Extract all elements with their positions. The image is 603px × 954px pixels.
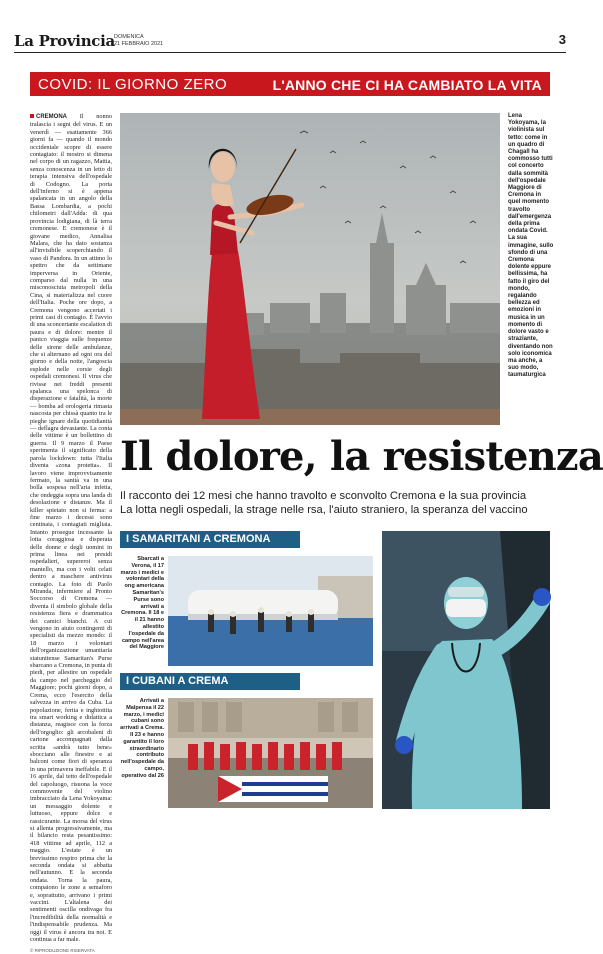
photo-nurse	[382, 531, 550, 809]
newspaper-logo: La Provincia	[14, 32, 115, 50]
section-tag-samaritans: I SAMARITANI A CREMONA	[120, 531, 300, 548]
article-body	[30, 113, 112, 953]
photo-field-hospital-art	[168, 556, 373, 666]
caption-cubans: Arrivati a Malpensa il 22 marzo, i medici cubani sono arrivati a Crema. Il 23 e hanno garantito il loro straordinario contributo nell'ospedale da campo, operativo dal 26	[120, 698, 164, 779]
section-banner	[30, 72, 550, 96]
red-square-icon	[30, 114, 34, 118]
photo-violinist-art	[120, 113, 500, 425]
photo-field-hospital	[168, 556, 373, 666]
photo-cuban-doctors-art	[168, 698, 373, 808]
subhead-line-2: La lotta negli ospedali, la strage nelle rsa, l'aiuto straniero, la speranza del vaccino	[120, 504, 528, 516]
page-number: 3	[558, 32, 566, 47]
section-tag-cubans: I CUBANI A CREMA	[120, 673, 300, 690]
article-paragraph	[30, 113, 112, 944]
caption-samaritans: Sbarcati a Verona, il 17 marzo i medici e volontari della ong americana Samaritan's Purse sono arrivati a Cremona. Il 18 e il 21 hanno allestito l'ospedale da campo nell'area del Maggiore	[120, 556, 164, 651]
article-text: Il nonno tralascia i segni del virus. E un venerdì — esattamente 366 giorni fa — quando il mondo occidentale scopre di essere contagiato: il mostro si dimena nel corpo di un ragazzo, Mattia, senza conoscenza in un letto di terapia intensiva dell'ospedale di Codogno. La porta dell'inferno si è appena spalancata in un angolo della Bassa Lombardia, a pochi chilometri dall'Adda: di qua provincia lodigiana, di là terra cremonese. E cremonese è il giovane medico, Annalisa Malara, che ha dato sostanza all'invisibile scoperchiando il vaso di Pandora. In un attimo lo spettro che da settimane imperversa in Oriente, comparso dal nulla in una misconosciuta metropoli della Cina, si materializza nel cuore dell'Italia. Poche ore dopo, a Cremona vengono accertati i primi casi di contagio. È l'avvio di una sconcertante escalation di paura e di dolore: mentre il panico viaggia sulle frequenze delle sirene delle ambulanze, che si alternano ad ogni ora del giorno e della notte, l'angoscia esplode nelle corsie degli ospedali cremonesi. Il virus che rivisse nei freddi presenti spalanca una spelonca di disperazione e fatalità, la morte — bomba ad orologeria rimasta nascosta per chissà quanto tra le pieghe ignare della quotidianità — deflagra devastante. La conta delle vittime è un bollettino di guerra. Il 9 marzo il Paese sperimenta il significato della parola lockdown: tutta l'Italia diventa «zona protetta». Il lavoro viene improvvisamente fermato, la sanità va in una bolla sospesa nell'aria infetta, che ondeggia sopra una landa di desolazione e distanze. Ma il killer spietato non si ferma: a fine marzo i decessi sono centinaia, i contagiati migliaia. Intanto prosegue incessante la lotta coraggiosa e disperata delle donne e degli uomini in prima linea nei presidi ospedalieri, supereroi senza mantello, ma con i volti celati dentro a maschere antivirus contagio. La foto di Paolo Miranda, infermiere al Pronto Soccorso di Cremona — diventa il simbolo globale della resistenza fiera e drammatica dei camici bianchi. A cui vengono in aiuto contingenti di specialisti da mezzo mondo: il 18 marzo i volontari dell'organizzazione umanitaria statunitense Samaritan's Purse sbarcano a Cremona, in punta di piedi, per allestire un ospedale da campo nel parcheggio del Maggiore; pochi giorni dopo, a Crema, ecco l'esercito della salvezza in arrivo da Cuba. La popolazione, ferita e inghiottita tra smart working e didattica a distanza, reagisce con la forza dell'orgoglio: gli arcobaleni di cartone accompagnati dalla scritta «andrà tutto bene» sbocciano alle finestre e ai balconi come fiori di speranza in una primavera ineffabile. E il 16 aprile, dal tetto dell'ospedale del capoluogo, risuona la voce commovente del violino imbracciato da Lena Yokoyama: un messaggio dolente e luttuoso, eppure dolce e rassicurante. La morsa del virus si allenta progressivamente, ma il bilancio resta pesantissimo: 418 vittime ad aprile, 112 a maggio. L'estate è un brevissimo respiro prima che la seconda ondata si abbatta nell'autunno. E la seconda ondata. Torna la paura, compaiono le zone a semaforo e, soprattutto, arrivano i primi vaccini. L'altalena dei sentimenti oscilla ondivaga fra l'incredibilità della normalità e l'indispensabile prudenza. Ma oggi il virus è ancora tra noi. E continua a far male.	[30, 113, 112, 944]
subhead-line-1: Il racconto dei 12 mesi che hanno travolto e sconvolto Cremona e la sua provincia	[120, 490, 527, 502]
photo-cuban-doctors	[168, 698, 373, 808]
banner-slogan: L'ANNO CHE CI HA CAMBIATO LA VITA	[272, 77, 542, 93]
copyright-notice: © RIPRODUZIONE RISERVATA	[30, 947, 95, 953]
headline: Il dolore, la resistenza	[120, 433, 603, 480]
issue-day: DOMENICA	[114, 34, 144, 40]
subheadline	[120, 489, 560, 517]
masthead	[14, 30, 566, 52]
photo-violinist	[120, 113, 500, 425]
issue-full-date: 21 FEBBRAIO 2021	[114, 40, 164, 47]
article-lead: CREMONA	[36, 114, 67, 120]
photo-nurse-art	[382, 531, 550, 809]
banner-kicker: COVID: IL GIORNO ZERO	[38, 76, 228, 93]
issue-date	[114, 34, 163, 47]
masthead-rule	[14, 52, 566, 53]
photo-caption: Lena Yokoyama, la violinista sul tetto: come in un quadro di Chagall ha commosso tutti col concerto dalla sommità dell'ospedale Maggiore di Cremona in quel momento travolto dall'emergenza della prima ondata Covid. La sua immagine, sullo sfondo di una Cremona dolente eppure bellissima, ha fatto il giro del mondo, regalando bellezza ed emozioni in musica in un momento di dolore vasto e straziante, diventando non solo iconomica ma anche, a suo modo, taumaturgica	[508, 113, 554, 379]
